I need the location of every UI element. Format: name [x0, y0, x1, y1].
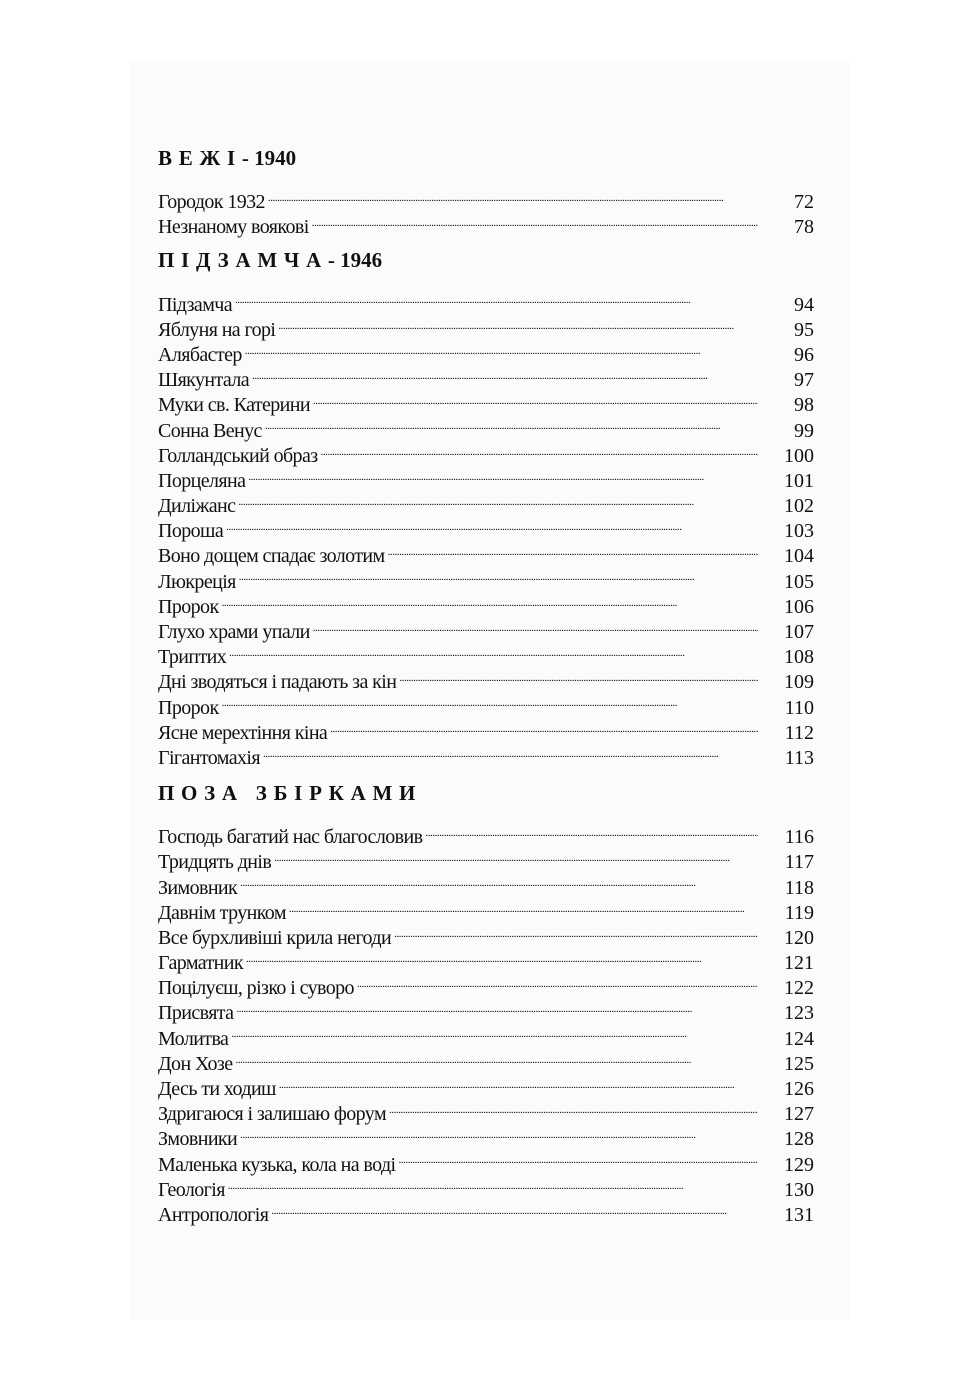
- dot-leader: [228, 1171, 758, 1196]
- entry-title: Незнаному воякові: [158, 216, 309, 239]
- entry-page-number: 129: [784, 1153, 814, 1176]
- entry-page-number: 112: [784, 721, 814, 744]
- dot-leader: [236, 1045, 758, 1070]
- table-of-contents: [158, 143, 814, 1226]
- dot-leader: [236, 994, 758, 1019]
- toc-entry: [158, 512, 814, 543]
- entry-page-number: 104: [784, 545, 814, 568]
- dot-leader: [231, 1019, 758, 1044]
- dot-leader: [399, 1145, 759, 1170]
- dot-leader: [313, 613, 758, 638]
- entry-page-number: 119: [784, 901, 814, 924]
- toc-entry: [158, 1045, 814, 1075]
- dot-leader: [399, 663, 758, 688]
- toc-entry: [158, 336, 814, 366]
- entry-title: Дон Хозе: [158, 1052, 233, 1075]
- dot-leader: [235, 285, 758, 310]
- entry-page-number: 78: [794, 216, 814, 239]
- entry-title: Муки св. Катерини: [158, 394, 310, 417]
- dot-leader: [252, 361, 758, 386]
- entry-page-number: 128: [784, 1128, 814, 1151]
- entry-title: Давнім трунком: [158, 901, 286, 924]
- dot-leader: [357, 969, 758, 994]
- entry-page-number: 109: [784, 671, 814, 694]
- entry-page-number: 123: [784, 1002, 814, 1025]
- entry-page-number: 106: [784, 595, 814, 618]
- entry-title: Десь ти ходиш: [158, 1078, 276, 1100]
- section-year: - 1940: [241, 146, 297, 170]
- toc-entry: [158, 818, 814, 849]
- entry-page-number: 110: [784, 696, 814, 719]
- toc-entry: [158, 688, 814, 719]
- entry-title: Молитва: [158, 1027, 229, 1050]
- dot-leader: [313, 386, 758, 411]
- section-title: [158, 245, 814, 275]
- entry-page-number: 117: [784, 851, 814, 874]
- entry-title: Городок 1932: [158, 191, 265, 214]
- toc-entry: [158, 969, 814, 1000]
- dot-leader: [239, 562, 758, 587]
- entry-title: Гігантомахія: [158, 746, 260, 769]
- dot-leader: [240, 1120, 758, 1145]
- toc-entry: [158, 562, 814, 593]
- toc-entry: [158, 462, 814, 492]
- section-year: - 1946: [327, 248, 383, 273]
- dot-leader: [226, 512, 758, 537]
- entry-page-number: 131: [784, 1203, 814, 1226]
- entry-title: Ясне мерехтіння кіна: [158, 721, 328, 744]
- dot-leader: [389, 1095, 758, 1120]
- toc-entry: [158, 361, 814, 392]
- entry-page-number: 118: [784, 876, 814, 899]
- entry-page-number: 103: [784, 520, 814, 543]
- toc-entry: [158, 868, 814, 899]
- entry-title: Господь багатий нас благословив: [158, 826, 423, 849]
- toc-entry: [158, 613, 814, 643]
- entry-title: Триптих: [158, 646, 227, 669]
- toc-entry: [158, 386, 814, 417]
- toc-entry: [158, 311, 814, 341]
- entry-title: Здригаюся і залишаю форум: [158, 1103, 386, 1126]
- entry-page-number: 130: [784, 1178, 814, 1201]
- toc-entry: [158, 537, 814, 568]
- entry-title: Геологія: [158, 1178, 225, 1201]
- entry-page-number: 98: [794, 394, 814, 417]
- entry-page-number: 100: [784, 444, 814, 467]
- dot-leader: [222, 688, 758, 713]
- entry-page-number: 72: [794, 191, 814, 214]
- entry-page-number: 95: [794, 318, 814, 341]
- dot-leader: [278, 311, 758, 336]
- entry-title: Яблуня на горі: [158, 318, 276, 341]
- entry-title: Пророк: [158, 696, 219, 719]
- entry-page-number: 122: [784, 977, 814, 1000]
- entry-page-number: 116: [784, 826, 814, 849]
- dot-leader: [388, 537, 758, 562]
- dot-leader: [229, 638, 758, 663]
- entry-page-number: 99: [794, 419, 814, 442]
- entry-title: Люкреція: [158, 570, 236, 593]
- entry-page-number: 107: [784, 621, 814, 643]
- dot-leader: [271, 1196, 758, 1221]
- entry-page-number: 125: [784, 1052, 814, 1075]
- dot-leader: [312, 208, 758, 233]
- toc-entry: [158, 285, 814, 316]
- dot-leader: [265, 411, 758, 436]
- toc-section: [158, 778, 814, 1226]
- entry-title: Пророк: [158, 595, 219, 618]
- dot-leader: [246, 944, 758, 969]
- toc-entry: [158, 588, 814, 618]
- dot-leader: [394, 919, 758, 944]
- entry-title: Воно дощем спадає золотим: [158, 545, 385, 568]
- entry-page-number: 97: [794, 369, 814, 392]
- dot-leader: [425, 818, 758, 843]
- entry-page-number: 124: [784, 1027, 814, 1050]
- toc-entry: [158, 1171, 814, 1201]
- entry-page-number: 105: [784, 570, 814, 593]
- toc-entry: [158, 1145, 814, 1176]
- entry-title: Глухо храми упали: [158, 621, 310, 643]
- dot-leader: [240, 868, 758, 893]
- entry-title: Зимовник: [158, 876, 238, 899]
- dot-leader: [238, 487, 758, 512]
- entry-title: Тридцять днів: [158, 851, 272, 874]
- toc-entry: [158, 183, 814, 214]
- entry-title: Антропологія: [158, 1203, 269, 1226]
- toc-entry: [158, 714, 814, 744]
- entry-title: Сонна Венус: [158, 419, 262, 442]
- entry-title: Змовники: [158, 1128, 238, 1151]
- toc-entry: [158, 1196, 814, 1226]
- entry-title: Дні зводяться і падають за кін: [158, 671, 397, 694]
- dot-leader: [248, 462, 758, 487]
- entry-title: Маленька кузька, кола на воді: [158, 1153, 396, 1176]
- section-title: [158, 143, 814, 173]
- entry-page-number: 101: [784, 469, 814, 492]
- section-title: [158, 778, 814, 808]
- dot-leader: [330, 714, 758, 739]
- toc-entry: [158, 994, 814, 1025]
- entry-title: Алябастер: [158, 343, 242, 366]
- dot-leader: [245, 336, 758, 361]
- entry-page-number: 113: [784, 746, 814, 769]
- toc-section: [158, 245, 814, 769]
- entry-page-number: 96: [794, 343, 814, 366]
- toc-entry: [158, 894, 814, 924]
- entry-page-number: 108: [784, 646, 814, 669]
- entry-page-number: 121: [784, 952, 814, 975]
- section-name: ВЕЖІ: [158, 146, 242, 170]
- toc-entry: [158, 944, 814, 975]
- entry-page-number: 102: [784, 495, 814, 518]
- dot-leader: [222, 588, 758, 613]
- entry-title: Шякунтала: [158, 369, 250, 392]
- entry-title: Порцеляна: [158, 469, 246, 492]
- dot-leader: [279, 1070, 758, 1095]
- toc-entry: [158, 1120, 814, 1151]
- entry-page-number: 127: [784, 1103, 814, 1126]
- entry-title: Голландський образ: [158, 444, 318, 467]
- entry-title: Диліжанс: [158, 495, 236, 518]
- toc-entry: [158, 638, 814, 669]
- toc-entry: [158, 487, 814, 518]
- dot-leader: [274, 843, 758, 868]
- entry-title: Підзамча: [158, 293, 232, 316]
- toc-entry: [158, 663, 814, 694]
- toc-entry: [158, 1070, 814, 1100]
- dot-leader: [321, 437, 758, 462]
- entry-title: Присвята: [158, 1002, 234, 1025]
- toc-entry: [158, 1019, 814, 1050]
- entry-title: Пороша: [158, 520, 224, 543]
- dot-leader: [268, 183, 758, 208]
- section-name: ПІДЗАМЧА: [158, 248, 328, 273]
- entry-page-number: 126: [784, 1078, 814, 1100]
- dot-leader: [289, 894, 758, 919]
- section-name: ПОЗА ЗБІРКАМИ: [158, 780, 423, 805]
- entry-page-number: 120: [784, 926, 814, 949]
- entry-title: Все бурхливіші крила негоди: [158, 926, 392, 949]
- entry-title: Гарматник: [158, 952, 243, 975]
- toc-section: [158, 143, 814, 239]
- entry-title: Поцілуєш, різко і суворо: [158, 977, 354, 1000]
- dot-leader: [263, 739, 758, 764]
- entry-page-number: 94: [794, 293, 814, 316]
